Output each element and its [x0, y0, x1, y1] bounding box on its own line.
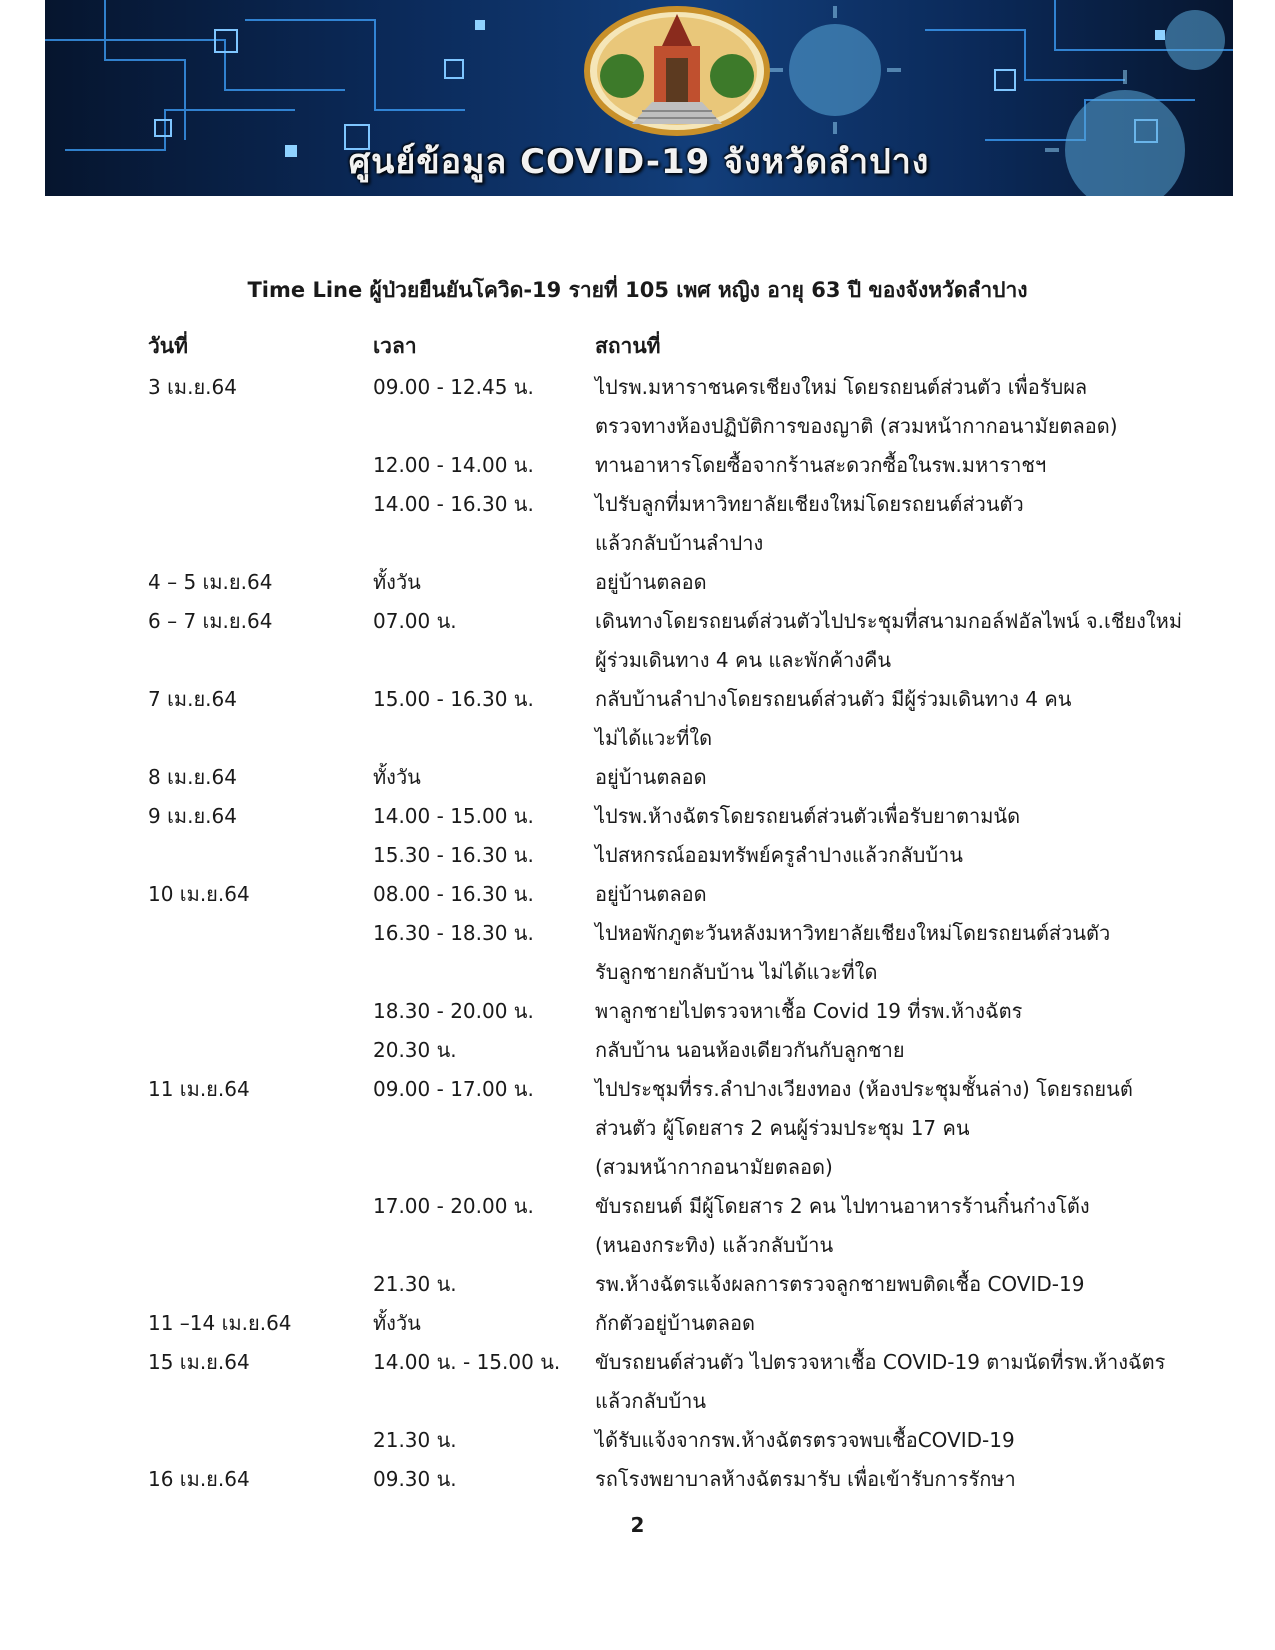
row-time: 12.00 - 14.00 น.: [373, 453, 534, 477]
place-line: เดินทางโดยรถยนต์ส่วนตัวไปประชุมที่สนามกอล์ฟอัลไพน์ จ.เชียงใหม่: [595, 609, 1183, 633]
row-time: 21.30 น.: [373, 1272, 457, 1296]
row-time: 21.30 น.: [373, 1428, 457, 1452]
row-date: [148, 1031, 373, 1070]
place-line: กลับบ้าน นอนห้องเดียวกันกับลูกชาย: [595, 1038, 905, 1062]
table-row: [148, 992, 1198, 1031]
row-time: 09.00 - 12.45 น.: [373, 375, 534, 399]
place-line: ส่วนตัว ผู้โดยสาร 2 คนผู้ร่วมประชุม 17 คน: [595, 1116, 970, 1140]
place-line: ผู้ร่วมเดินทาง 4 คน และพักค้างคืน: [595, 648, 892, 672]
row-time: 14.00 - 15.00 น.: [373, 804, 534, 828]
table-row: [148, 602, 1198, 680]
row-time: 16.30 - 18.30 น.: [373, 921, 534, 945]
place-line: รับลูกชายกลับบ้าน ไม่ได้แวะที่ใด: [595, 960, 878, 984]
row-place: [595, 1304, 1198, 1343]
row-time: 20.30 น.: [373, 1038, 457, 1062]
row-time: 15.30 - 16.30 น.: [373, 843, 534, 867]
row-time: 09.00 - 17.00 น.: [373, 1077, 534, 1101]
row-date: [148, 485, 373, 563]
row-date: [148, 1265, 373, 1304]
banner-title: ศูนย์ข้อมูล COVID-19 จังหวัดลำปาง: [348, 142, 930, 182]
row-time: 17.00 - 20.00 น.: [373, 1194, 534, 1218]
row-date: 6 – 7 เม.ย.64: [148, 609, 273, 633]
header-date: วันที่: [148, 334, 188, 358]
row-place: [595, 1460, 1198, 1499]
place-line: พาลูกชายไปตรวจหาเชื้อ Covid 19 ที่รพ.ห้างฉัตร: [595, 999, 1023, 1023]
place-line: (สวมหน้ากากอนามัยตลอด): [595, 1155, 833, 1179]
table-row: [148, 1187, 1198, 1265]
place-line: ไปประชุมที่รร.ลำปางเวียงทอง (ห้องประชุมชั้นล่าง) โดยรถยนต์: [595, 1077, 1133, 1101]
table-row: [148, 1460, 1198, 1499]
table-row: [148, 368, 1198, 446]
row-date: 10 เม.ย.64: [148, 882, 250, 906]
row-date: [148, 1187, 373, 1265]
row-place: [595, 1421, 1198, 1460]
row-place: [595, 797, 1198, 836]
place-line: ไม่ได้แวะที่ใด: [595, 726, 713, 750]
table-row: [148, 563, 1198, 602]
row-date: [148, 1421, 373, 1460]
row-time: 18.30 - 20.00 น.: [373, 999, 534, 1023]
place-line: แล้วกลับบ้านลำปาง: [595, 531, 764, 555]
place-line: แล้วกลับบ้าน: [595, 1389, 707, 1413]
table-row: [148, 797, 1198, 836]
row-time: 09.30 น.: [373, 1467, 457, 1491]
place-line: กักตัวอยู่บ้านตลอด: [595, 1311, 756, 1335]
row-date: [148, 446, 373, 485]
table-row: [148, 1070, 1198, 1187]
header-place: สถานที่: [595, 334, 661, 358]
row-place: [595, 680, 1198, 758]
place-line: (หนองกระทิง) แล้วกลับบ้าน: [595, 1233, 834, 1257]
place-line: อยู่บ้านตลอด: [595, 570, 707, 594]
row-place: [595, 485, 1198, 563]
place-line: ไปหอพักภูตะวันหลังมหาวิทยาลัยเชียงใหม่โดยรถยนต์ส่วนตัว: [595, 921, 1111, 945]
row-date: 15 เม.ย.64: [148, 1350, 250, 1374]
table-row: [148, 446, 1198, 485]
row-date: [148, 914, 373, 992]
row-place: [595, 602, 1198, 680]
row-time: 07.00 น.: [373, 609, 457, 633]
table-row: [148, 1343, 1198, 1421]
row-time: 08.00 - 16.30 น.: [373, 882, 534, 906]
table-row: [148, 1031, 1198, 1070]
provincial-seal-gate-icon: [582, 6, 772, 136]
page-number: 2: [630, 1513, 645, 1537]
row-place: [595, 563, 1198, 602]
table-row: [148, 836, 1198, 875]
table-row: [148, 758, 1198, 797]
place-line: ทานอาหารโดยซื้อจากร้านสะดวกซื้อในรพ.มหาราชฯ: [595, 453, 1047, 477]
row-place: [595, 758, 1198, 797]
timeline-header-row: [148, 330, 1198, 368]
place-line: อยู่บ้านตลอด: [595, 765, 707, 789]
row-date: 11 เม.ย.64: [148, 1077, 250, 1101]
place-line: ไปรับลูกที่มหาวิทยาลัยเชียงใหม่โดยรถยนต์ส่วนตัว: [595, 492, 1024, 516]
place-line: ได้รับแจ้งจากรพ.ห้างฉัตรตรวจพบเชื้อCOVID-19: [595, 1428, 1015, 1452]
place-line: ไปรพ.มหาราชนครเชียงใหม่ โดยรถยนต์ส่วนตัว เพื่อรับผล: [595, 375, 1088, 399]
row-place: [595, 1187, 1198, 1265]
row-date: 4 – 5 เม.ย.64: [148, 570, 273, 594]
row-place: [595, 914, 1198, 992]
place-line: ขับรถยนต์ส่วนตัว ไปตรวจหาเชื้อ COVID-19 ตามนัดที่รพ.ห้างฉัตร: [595, 1350, 1166, 1374]
row-time: 14.00 - 16.30 น.: [373, 492, 534, 516]
document-title: Time Line ผู้ป่วยยืนยันโควิด-19 รายที่ 105 เพศ หญิง อายุ 63 ปี ของจังหวัดลำปาง: [247, 278, 1028, 302]
place-line: ไปสหกรณ์ออมทรัพย์ครูลำปางแล้วกลับบ้าน: [595, 843, 963, 867]
row-place: [595, 875, 1198, 914]
row-date: 8 เม.ย.64: [148, 765, 237, 789]
row-date: [148, 992, 373, 1031]
table-row: [148, 485, 1198, 563]
row-date: 11 –14 เม.ย.64: [148, 1311, 292, 1335]
row-date: 7 เม.ย.64: [148, 687, 237, 711]
table-row: [148, 914, 1198, 992]
row-time: ทั้งวัน: [373, 1311, 421, 1335]
place-line: รพ.ห้างฉัตรแจ้งผลการตรวจลูกชายพบติดเชื้อ COVID-19: [595, 1272, 1085, 1296]
row-time: ทั้งวัน: [373, 765, 421, 789]
row-place: [595, 1031, 1198, 1070]
header-time: เวลา: [373, 334, 417, 358]
header-banner: [45, 0, 1233, 196]
timeline-table: [148, 330, 1198, 1499]
row-date: 16 เม.ย.64: [148, 1467, 250, 1491]
row-place: [595, 446, 1198, 485]
row-time: 14.00 น. - 15.00 น.: [373, 1350, 561, 1374]
row-place: [595, 992, 1198, 1031]
place-line: ขับรถยนต์ มีผู้โดยสาร 2 คน ไปทานอาหารร้านกิ๋นก๋างโต้ง: [595, 1194, 1090, 1218]
row-place: [595, 368, 1198, 446]
place-line: รถโรงพยาบาลห้างฉัตรมารับ เพื่อเข้ารับการรักษา: [595, 1467, 1016, 1491]
table-row: [148, 680, 1198, 758]
place-line: กลับบ้านลำปางโดยรถยนต์ส่วนตัว มีผู้ร่วมเดินทาง 4 คน: [595, 687, 1072, 711]
place-line: อยู่บ้านตลอด: [595, 882, 707, 906]
row-time: 15.00 - 16.30 น.: [373, 687, 534, 711]
table-row: [148, 1421, 1198, 1460]
row-place: [595, 836, 1198, 875]
place-line: ไปรพ.ห้างฉัตรโดยรถยนต์ส่วนตัวเพื่อรับยาตามนัด: [595, 804, 1021, 828]
place-line: ตรวจทางห้องปฏิบัติการของญาติ (สวมหน้ากากอนามัยตลอด): [595, 414, 1118, 438]
row-place: [595, 1343, 1198, 1421]
table-row: [148, 1304, 1198, 1343]
table-row: [148, 875, 1198, 914]
row-place: [595, 1070, 1198, 1187]
table-row: [148, 1265, 1198, 1304]
row-place: [595, 1265, 1198, 1304]
row-date: 3 เม.ย.64: [148, 375, 237, 399]
timeline-rows: [148, 368, 1198, 1499]
row-date: [148, 836, 373, 875]
row-time: ทั้งวัน: [373, 570, 421, 594]
row-date: 9 เม.ย.64: [148, 804, 237, 828]
